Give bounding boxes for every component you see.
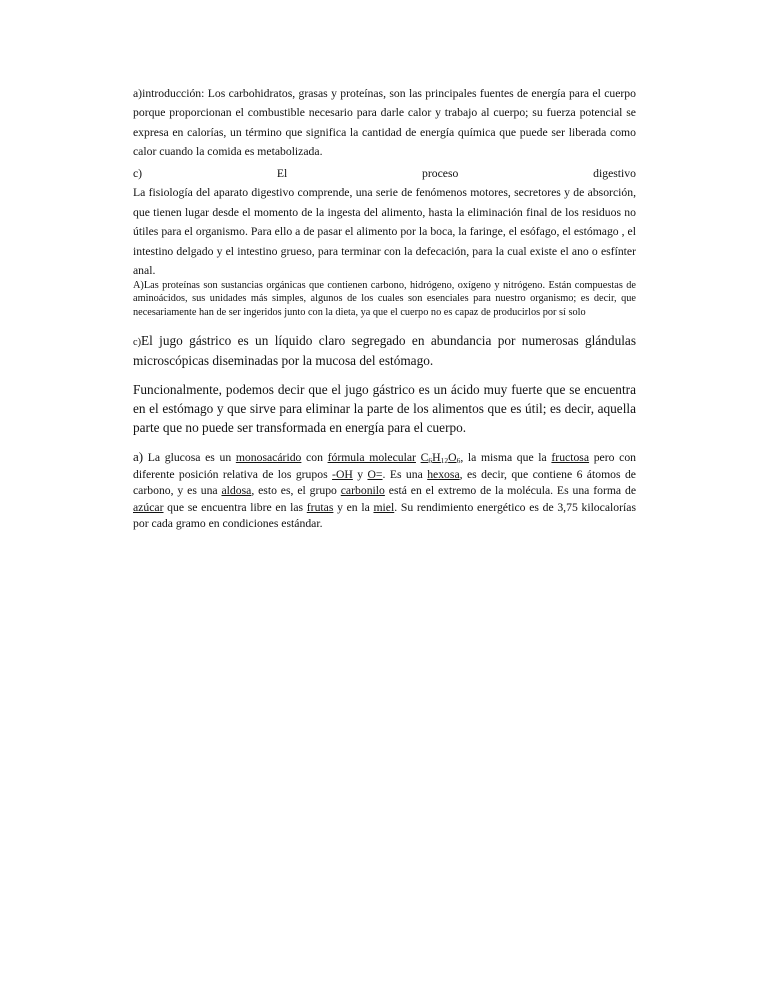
digestive-process-section [133,164,636,280]
link-frutas[interactable]: frutas [306,500,334,514]
heading-word: digestivo [593,167,636,180]
glucose-text: . Es una [382,467,428,481]
intro-text: a)introducción: Los carbohidratos, grasas y proteínas, son las principales fuentes de energía para el cuerpo porque proporcionan el combustible necesario para darle calor y trabajo al cuerpo; su fuerza potencial se expresa en calorías, un término que significa la cantidad de energía química que puede ser liberada como calor cuando la comida es metabolizada. [133,87,636,159]
glucose-text: , la misma que la [460,451,552,464]
link-azucar[interactable]: azúcar [133,500,164,514]
glucose-text: pero con diferente posición relativa de los grupos [133,451,637,481]
gastric-juice-paragraph [133,332,636,371]
proteins-text: A)Las proteínas son sustancias orgánicas que contienen carbono, hidrógeno, oxígeno y nitrógeno. Están compuestas de aminoácidos, sus unidades más simples, algunos de los cuales son esenciales para nuestro organismo; es decir, que necesariamente han de ser ingeridos junto con la dieta, ya que el cuerpo no es capaz de producirlos por sí solo [133,280,636,318]
link-carbonilo[interactable]: carbonilo [340,484,385,498]
formula-element: O [448,451,457,464]
heading-word: proceso [422,167,459,180]
link-formula-molecular[interactable]: fórmula molecular [327,451,416,464]
gastric-juice-lead: c) [133,337,141,348]
proteins-paragraph [133,279,636,319]
link-oh-group[interactable]: -OH [332,467,353,481]
glucose-text: que se encuentra libre en las [163,500,307,514]
heading-word: c) [133,167,143,180]
molecular-formula[interactable] [421,451,461,464]
digestive-process-heading [133,164,636,183]
link-monosacarido[interactable]: monosacárido [235,451,302,464]
glucose-text: , es decir, que contiene 6 átomos de carbono, y es una [133,467,636,498]
glucose-text: y [352,467,368,481]
gastric-juice-text: El jugo gástrico es un líquido claro segregado en abundancia por numerosas glándulas microscópicas diseminadas por la mucosa del estómago. [133,333,636,369]
glucose-text: y en la [333,500,374,514]
glucose-text: La glucosa es un [143,451,236,464]
link-aldosa[interactable]: aldosa [221,484,252,498]
glucose-text: está en el extremo de la molécula. Es una forma de [384,484,637,498]
link-o-group[interactable]: O= [367,467,383,481]
functional-text: Funcionalmente, podemos decir que el jugo gástrico es un ácido muy fuerte que se encuentra en el estómago y que sirve para eliminar la parte de los alimentos que es útil; es decir, aquella parte que no puede ser transformada en energía para el cuerpo. [133,382,636,435]
glucose-text: . Su rendimiento energético es de 3,75 kilocalorías por cada gramo en condiciones estándar. [133,500,636,531]
digestive-process-text: La fisiología del aparato digestivo comprende, una serie de fenómenos motores, secretores y de absorción, que tienen lugar desde el momento de la ingesta del alimento, hasta la eliminación final de los residuos no útiles para el organismo. Para ello a de pasar el alimento por la boca, la faringe, el esófago, el estómago , el intestino delgado y el intestino grueso, para terminar con la defecación, para la cual existe el ano o esfínter anal. [133,186,636,278]
formula-subscript: 6 [456,456,461,465]
formula-element: C [420,451,429,464]
formula-element: H [432,451,441,464]
heading-word: El [276,167,288,180]
functional-paragraph [133,380,636,437]
glucose-paragraph [133,449,636,533]
formula-subscript: 12 [440,456,449,465]
link-miel[interactable]: miel [373,500,395,514]
glucose-text: con [301,451,328,464]
link-fructosa[interactable]: fructosa [551,451,590,464]
formula-subscript: 6 [428,456,433,465]
glucose-text: , esto es, el grupo [251,484,341,498]
glucose-lead: a) [133,449,144,464]
link-hexosa[interactable]: hexosa [427,467,460,481]
intro-paragraph [133,84,636,162]
